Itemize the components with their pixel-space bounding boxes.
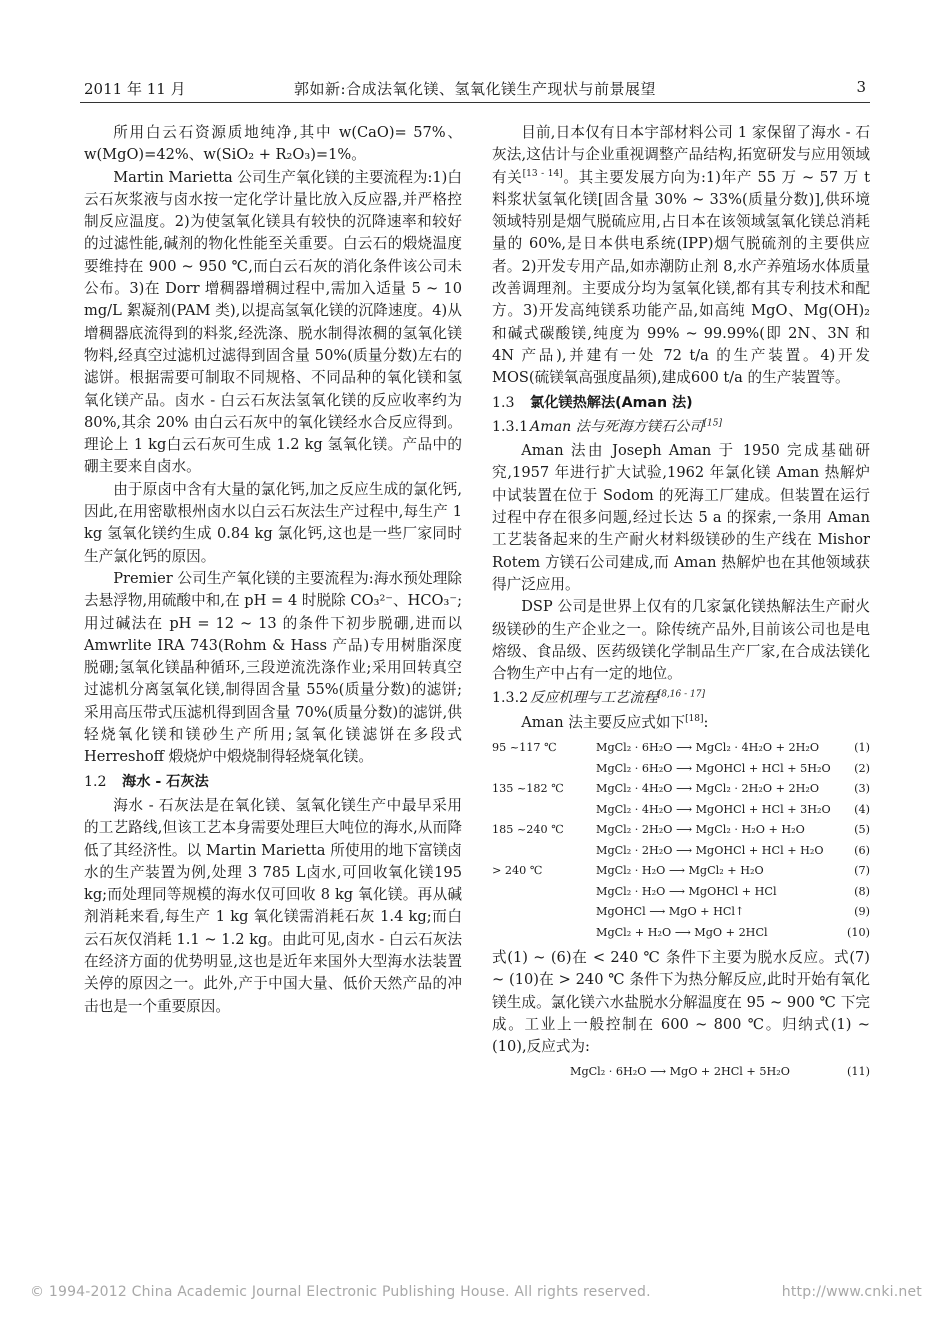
equation-number: (2) — [854, 761, 870, 775]
paragraph — [492, 122, 870, 390]
equation-number: (11) — [847, 1064, 870, 1078]
section-title: 反应机理与工艺流程 — [530, 690, 658, 707]
reaction-row — [492, 882, 870, 903]
reaction-temperature: 95 ~117 ℃ — [492, 741, 557, 755]
reaction-equation: MgCl₂ · 6H₂O ⟶ MgCl₂ · 4H₂O + 2H₂O — [596, 741, 820, 755]
citation: [18] — [685, 713, 704, 724]
page-number: 3 — [856, 78, 866, 96]
left-column — [84, 122, 462, 1018]
reaction-equation: MgCl₂ · 4H₂O ⟶ MgOHCl + HCl + 3H₂O — [596, 802, 831, 816]
header-date: 2011 年 11 月 — [84, 80, 186, 98]
citation: [8,16 - 17] — [657, 689, 705, 700]
reaction-equation: MgOHCl ⟶ MgO + HCl↑ — [596, 905, 745, 919]
reaction-summary — [492, 1061, 870, 1083]
reaction-equation: MgCl₂ · H₂O ⟶ MgCl₂ + H₂O — [596, 864, 764, 878]
reaction-temperature: 135 ~182 ℃ — [492, 782, 564, 796]
section-title: 氯化镁热解法(Aman 法) — [530, 394, 693, 411]
reaction-row — [492, 759, 870, 780]
paragraph-text: : — [703, 713, 709, 731]
paragraph-text: Aman 法主要反应式如下 — [521, 713, 686, 731]
reaction-temperature: 185 ~240 ℃ — [492, 823, 564, 837]
paragraph-text: 。其主要发展方向为:1)年产 55 万 ~ 57 万 t 料浆状氢氧化镁[固含量 30% ~ 33%(质量分数)],供环境领域特别是烟气脱硫应用,占日本在该领域氢氧化镁总消耗量的 60%,是日本供电系统(IPP)烟气脱硫剂的主要供应者。2)开发专用产品,如赤潮防止剂 8,水产养殖场水体质量改善调理剂。主要成分均为氢氧化镁,都有其专利技术和配方。3)开发高纯镁系功能产品,如高纯 MgO、Mg(OH)₂ 和碱式碳酸镁,纯度为 99% ~ 99.99%(即 2N、3N 和 4N 产品),并建有一处 72 t/a 的生产装置。4)开发 MOS(硫镁氧高强度晶须),建成600 t/a 的生产装置等。 — [492, 168, 870, 387]
header-title: 郭如新:合成法氧化镁、氢氧化镁生产现状与前景展望 — [293, 80, 657, 98]
reaction-row — [492, 861, 870, 882]
reaction-row — [492, 923, 870, 944]
section-heading-1-2 — [84, 771, 462, 793]
copyright-footer — [30, 1284, 930, 1300]
paragraph: DSP 公司是世界上仅有的几家氯化镁热解法生产耐火级镁砂的生产企业之一。除传统产品外,目前该公司也是电熔级、食品级、医药级镁化学制品生产厂家,在合成法镁化合物生产中占有一定的地位。 — [492, 598, 870, 683]
reaction-row — [492, 841, 870, 862]
equation-number: (8) — [854, 884, 870, 898]
section-title: Aman 法与死海方镁石公司 — [530, 418, 704, 435]
reaction-row — [492, 738, 870, 759]
reaction-row — [492, 820, 870, 841]
equation-number: (1) — [854, 741, 870, 755]
reaction-row — [492, 779, 870, 800]
paragraph: Premier 公司生产氧化镁的主要流程为:海水预处理除去悬浮物,用硫酸中和,在 pH = 4 时脱除 CO₃²⁻、HCO₃⁻;用过碱法在 pH = 12 ~ 13 的条件下初步脱硼,进而以 Amwrlite IRA 743(Rohm & Hass 产品)专用树脂深度脱硼;氢氧化镁晶种循环,三段逆流洗涤作业;采用回转真空过滤机分离氢氧化镁,制得固含量 55%(质量分数)的滤饼;采用高压带式压滤机得到固含量 70%(质量分数)的滤饼,供轻烧氧化镁和镁砂生产所用;氢氧化镁滤饼在多段式 Herreshoff 煅烧炉中煅烧制得轻烧氧化镁。 — [84, 569, 462, 766]
section-heading-1-3-2 — [492, 687, 870, 709]
equation-number: (5) — [854, 823, 870, 837]
paragraph: 式(1) ~ (6)在 < 240 ℃ 条件下主要为脱水反应。式(7) ~ (10)在 > 240 ℃ 条件下为热分解反应,此时开始有氧化镁生成。氯化镁六水盐脱水分解温度在 95 ~ 900 ℃ 下完成。工业上一般控制在 600 ~ 800 ℃。归纳式(1) ~ (10),反应式为: — [492, 949, 870, 1056]
reaction-equation: MgCl₂ + H₂O ⟶ MgO + 2HCl — [596, 925, 768, 939]
reaction-temperature: > 240 ℃ — [492, 864, 543, 878]
paragraph: Aman 法由 Joseph Aman 于 1950 完成基础研究,1957 年进行扩大试验,1962 年氯化镁 Aman 热解炉中试装置在位于 Sodom 的死海工厂建成。但装置在运行过程中存在很多问题,经过长达 5 a 的探索,一条用 Aman 工艺装备起来的生产耐火材料级镁砂的生产线在 Mishor Rotem 方镁石公司建成,而 Aman 热解炉也在其他领域获得广泛应用。 — [492, 442, 870, 593]
running-header — [80, 76, 870, 103]
paragraph: 海水 - 石灰法是在氧化镁、氢氧化镁生产中最早采用的工艺路线,但该工艺本身需要处理巨大吨位的海水,从而降低了其经济性。以 Martin Marietta 所使用的地下富镁卤水的生产装置为例,处理 3 785 L卤水,可回收氧化镁195 kg;而处理同等规模的海水仅可回收 8 kg 氧化镁。再从碱剂消耗来看,每生产 1 kg 氧化镁需消耗石灰 1.4 kg;而白云石灰仅消耗 1.1 ~ 1.2 kg。由此可见,卤水 - 白云石灰法在经济方面的优势明显,这也是近年来国外大型海水法装置关停的原因之一。此外,产于中国大量、低价天然产品的冲击也是一个重要原因。 — [84, 796, 462, 1015]
equation-number: (7) — [854, 864, 870, 878]
section-number: 1.3.2 — [492, 690, 529, 707]
section-number: 1.3.1 — [492, 418, 529, 435]
reaction-equation: MgCl₂ · 2H₂O ⟶ MgCl₂ · H₂O + H₂O — [596, 823, 805, 837]
section-title: 海水 - 石灰法 — [122, 773, 209, 790]
paragraph-text: 目前,日本仅有日本宇部材料公司 1 家保留了海水 - 石灰法,这估计与企业重视调整产品结构,拓宽研发与应用领域有关 — [492, 124, 870, 186]
paragraph: 由于原卤中含有大量的氯化钙,加之反应生成的氯化钙,因此,在用密歇根州卤水以白云石灰法生产过程中,每生产 1 kg 氢氧化镁约生成 0.84 kg 氯化钙,这也是一些厂家同时生产氯化钙的原因。 — [84, 480, 462, 565]
copyright-text: © 1994-2012 China Academic Journal Electronic Publishing House. All rights reserved. — [30, 1284, 651, 1300]
equation-number: (6) — [854, 843, 870, 857]
reaction-row — [492, 902, 870, 923]
reaction-list — [492, 738, 870, 943]
citation: [15] — [703, 418, 722, 429]
paragraph — [492, 712, 870, 734]
equation-number: (4) — [854, 802, 870, 816]
section-heading-1-3-1 — [492, 416, 870, 438]
reaction-row — [492, 800, 870, 821]
section-heading-1-3 — [492, 392, 870, 414]
paragraph: Martin Marietta 公司生产氧化镁的主要流程为:1)白云石灰浆液与卤水按一定化学计量比放入反应器,并严格控制反应温度。2)为使氢氧化镁具有较快的沉降速率和较好的过滤性能,碱剂的物化性能至关重要。白云石的煅烧温度要维持在 900 ~ 950 ℃,而白云石灰的消化条件该公司未公布。3)在 Dorr 增稠器增稠过程中,需加入适量 5 ~ 10 mg/L 絮凝剂(PAM 类),以提高氢氧化镁的沉降速度。4)从增稠器底流得到的料浆,经洗涤、脱水制得浓稠的氢氧化镁物料,经真空过滤机过滤得到固含量 50%(质量分数)左右的滤饼。根据需要可制取不同规格、不同品种的氧化镁和氢氧化镁产品。卤水 - 白云石灰法氢氧化镁的反应收率约为 80%,其余 20% 由白云石灰中的氧化镁经水合反应得到。理论上 1 kg白云石灰可生成 1.2 kg 氢氧化镁。产品中的硼主要来自卤水。 — [84, 168, 462, 476]
equation-number: (3) — [854, 782, 870, 796]
paragraph: 所用白云石资源质地纯净,其中 w(CaO)= 57%、w(MgO)=42%、w(SiO₂ + R₂O₃)=1%。 — [84, 124, 462, 164]
reaction-equation: MgCl₂ · 2H₂O ⟶ MgOHCl + HCl + H₂O — [596, 843, 824, 857]
reaction-equation: MgCl₂ · H₂O ⟶ MgOHCl + HCl — [596, 884, 777, 898]
equation-number: (10) — [847, 925, 870, 939]
reaction-equation: MgCl₂ · 6H₂O ⟶ MgOHCl + HCl + 5H₂O — [596, 761, 831, 775]
section-number: 1.3 — [492, 394, 515, 411]
equation-number: (9) — [854, 905, 870, 919]
section-number: 1.2 — [84, 773, 107, 790]
right-column — [492, 122, 870, 1083]
site-url: http://www.cnki.net — [781, 1284, 922, 1300]
reaction-equation: MgCl₂ · 6H₂O ⟶ MgO + 2HCl + 5H₂O — [570, 1064, 790, 1078]
reaction-equation: MgCl₂ · 4H₂O ⟶ MgCl₂ · 2H₂O + 2H₂O — [596, 782, 820, 796]
citation: [13 - 14] — [522, 168, 563, 179]
